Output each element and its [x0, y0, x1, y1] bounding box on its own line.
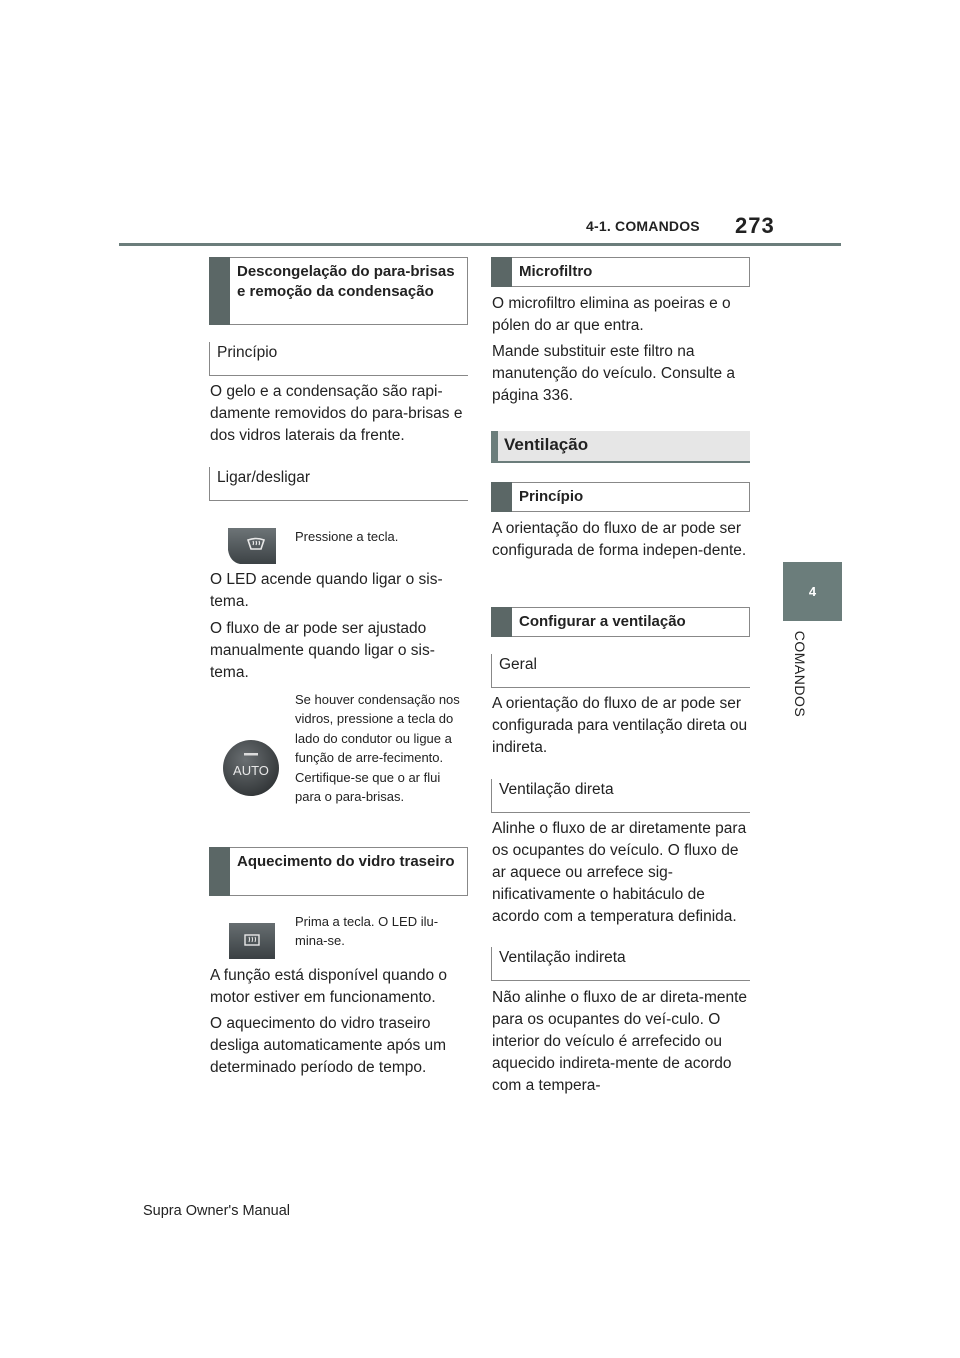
microfilter-service-text: Mande substituir este filtro na manutenção do veículo. Consulte a página 336.: [492, 343, 735, 404]
heading-bar: [491, 257, 512, 287]
defrost-button-caption: Pressione a tecla.: [295, 529, 399, 544]
windshield-defrost-button-icon: [226, 526, 278, 566]
heading-bar: [491, 482, 512, 512]
heading-bar: [491, 431, 498, 463]
subheading-text: Princípio: [217, 344, 278, 361]
footer-manual-name: Supra Owner's Manual: [143, 1203, 291, 1219]
rear-window-heading: [209, 847, 468, 896]
principle-text: O gelo e a condensação são rapi-damente removidos do para-brisas e dos vidros laterais da frente.: [210, 383, 463, 444]
configure-ventilation-heading: [491, 607, 750, 637]
heading-bar: [209, 847, 230, 896]
auto-button-icon: [222, 739, 280, 797]
auto-caption: Se houver condensação nos vidros, pressione a tecla do lado do condutor ou ligue a função de arre-fecimento. Certifique-se que o ar flui para o para-brisas.: [295, 692, 460, 805]
heading-bar: [491, 607, 512, 637]
chapter-tab: [783, 562, 842, 621]
led-text: O LED acende quando ligar o sis-tema.: [210, 571, 443, 610]
principle-heading: [491, 482, 750, 512]
auto-button-label: AUTO: [233, 763, 269, 778]
microfilter-heading: [491, 257, 750, 287]
heading-text: Microfiltro: [519, 263, 593, 280]
onoff-subheading: [209, 467, 468, 501]
general-subheading: [491, 654, 750, 688]
ventilation-heading: [491, 431, 750, 463]
heading-text: Configurar a ventilação: [519, 613, 686, 630]
header-rule: [119, 243, 841, 246]
heading-text: Descongelação do para-brisas e remoção da condensação: [237, 263, 455, 300]
general-text: A orientação do fluxo de ar pode ser configurada para ventilação direta ou indireta.: [492, 695, 748, 756]
heading-text: Aquecimento do vidro traseiro: [237, 853, 455, 870]
heading-bar: [209, 257, 230, 325]
rear-window-heating-button-icon: [228, 922, 276, 960]
heading-text: Ventilação: [504, 435, 589, 454]
subheading-text: Ventilação direta: [499, 781, 614, 798]
principle-text-right: A orientação do fluxo de ar pode ser configurada de forma indepen-dente.: [492, 520, 747, 559]
subheading-text: Ligar/desligar: [217, 469, 311, 486]
indirect-ventilation-text: Não alinhe o fluxo de ar direta-mente para os ocupantes do veí-culo. O interior do veículo é arrefecido ou aquecido indireta-mente de acordo com a tempera-: [492, 989, 748, 1094]
chapter-label: COMANDOS: [792, 630, 808, 718]
header-section-title: 4-1. COMANDOS: [586, 218, 700, 234]
chapter-number: 4: [808, 584, 817, 599]
rear-available-text: A função está disponível quando o motor estiver em funcionamento.: [210, 967, 447, 1006]
airflow-text: O fluxo de ar pode ser ajustado manualmente quando ligar o sis-tema.: [210, 620, 435, 681]
direct-ventilation-text: Alinhe o fluxo de ar diretamente para os ocupantes do veículo. O fluxo de ar aquece ou arrefece sig-nificativamente o habitáculo de acordo com a temperatura definida.: [492, 820, 747, 925]
subheading-text: Geral: [499, 656, 537, 673]
direct-ventilation-subheading: [491, 779, 750, 813]
defrost-heading: [209, 257, 468, 325]
rear-button-caption: Prima a tecla. O LED ilu-mina-se.: [295, 914, 439, 949]
heading-text: Princípio: [519, 488, 584, 505]
microfilter-text: O microfiltro elimina as poeiras e o pólen do ar que entra.: [492, 295, 731, 334]
indirect-ventilation-subheading: [491, 947, 750, 981]
principle-subheading: [209, 342, 468, 376]
page-number: 273: [735, 213, 775, 238]
subheading-text: Ventilação indireta: [499, 949, 626, 966]
rear-off-text: O aquecimento do vidro traseiro desliga automaticamente após um determinado período de tempo.: [210, 1015, 447, 1076]
